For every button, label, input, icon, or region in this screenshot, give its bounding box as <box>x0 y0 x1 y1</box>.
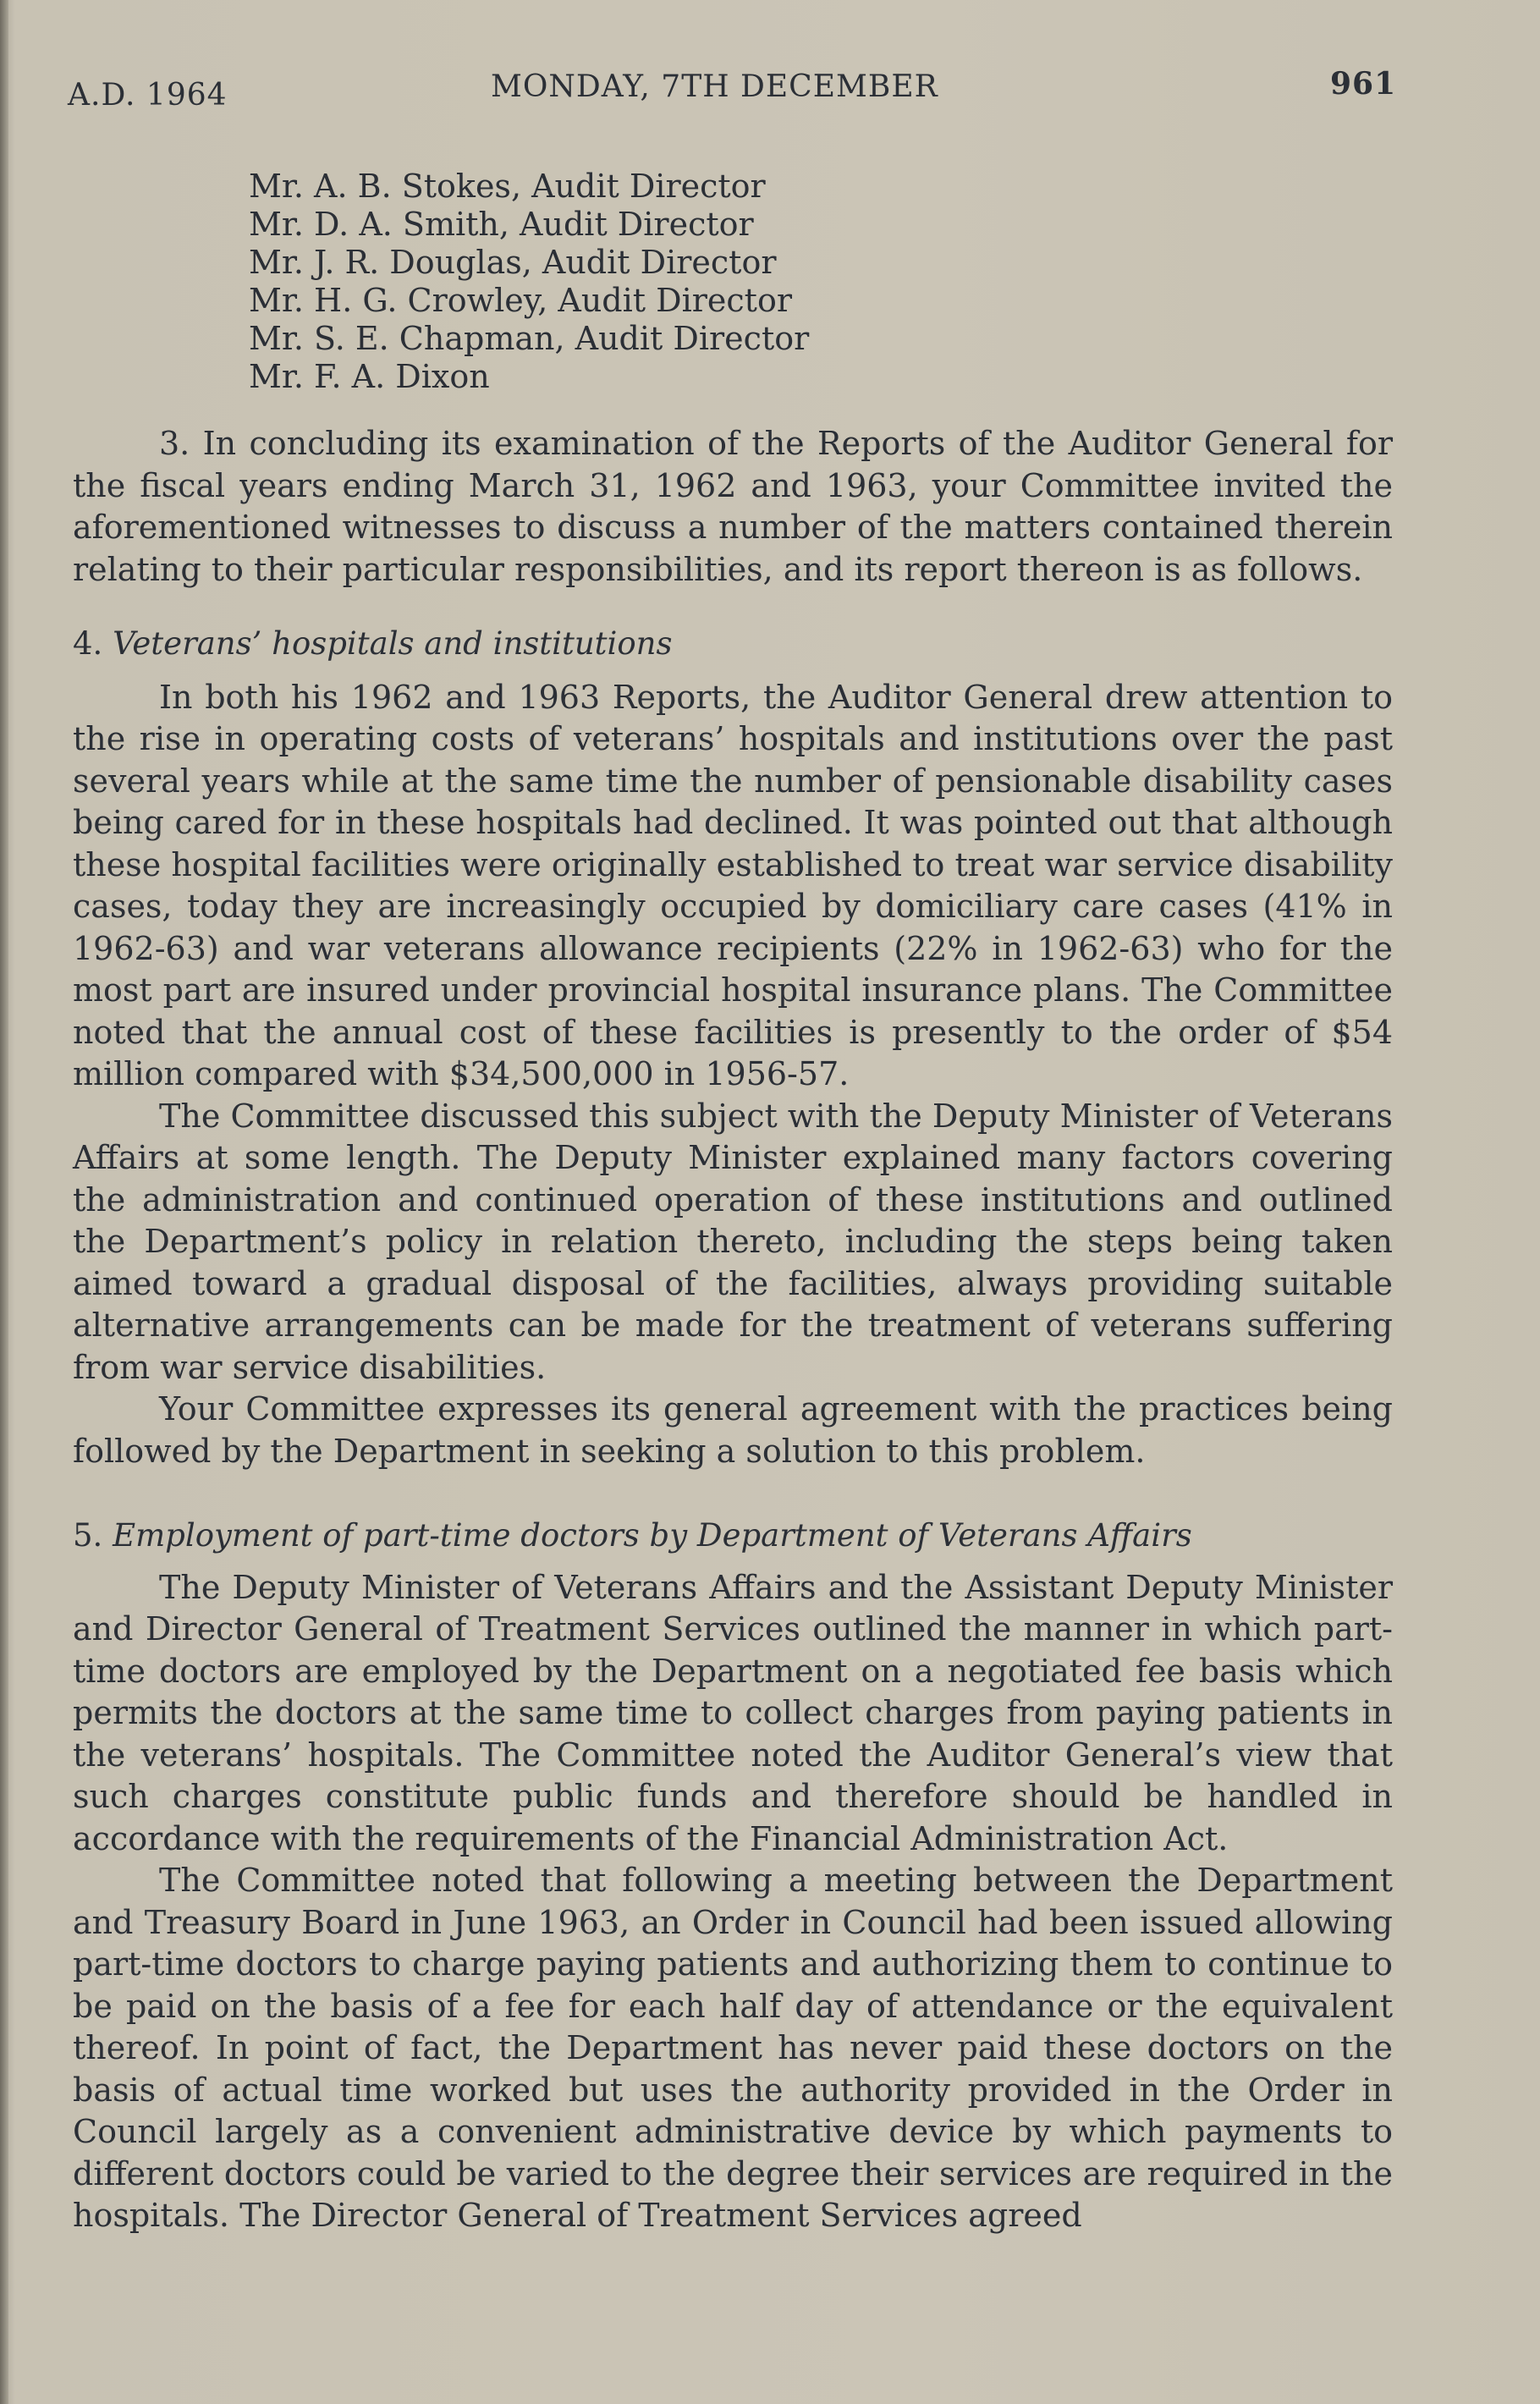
section-5-number: 5. <box>73 1517 103 1554</box>
section-5-paragraph-2: The Committee noted that following a meeting between the Department and Treasury Board in June 1963, an Order in Council had been issued allowing part-time doctors to charge paying patients and authorizing them to continue to be paid on the basis of a fee for each half day of attendance or the equivalent thereof. In point of fact, the Department has never paid these doctors on the basis of actual time worked but uses the authority provided in the Order in Council largely as a convenient administrative device by which payments to different doctors could be varied to the degree their services are required in the hospitals. The Director General of Treatment Services agreed <box>73 1862 1393 2234</box>
section-4-title: Veterans’ hospitals and institutions <box>113 625 673 662</box>
section-3-paragraph: 3. In concluding its examination of the Reports of the Auditor General for the fiscal years ending March 31, 1962 and 1963, your Committee invited the aforementioned witnesses to discuss a number of the matters contained therein relating to their particular responsibilities, and its report thereon is as follows. <box>73 425 1393 588</box>
section-5 <box>73 1515 1393 2237</box>
section-4-paragraph-2: The Committee discussed this subject with the Deputy Minister of Veterans Affairs at some length. The Deputy Minister explained many factors covering the administration and continued operation of these institutions and outlined the Department’s policy in relation thereto, including the steps being taken aimed toward a gradual disposal of the facilities, always providing suitable alternative arrangements can be made for the treatment of veterans suffering from war service disabilities. <box>73 1097 1393 1386</box>
section-5-paragraph-1: The Deputy Minister of Veterans Affairs and the Assistant Deputy Minister and Director General of Treatment Services outlined the manner in which part-time doctors are employed by the Department on a negotiated fee basis which permits the doctors at the same time to collect charges from paying patients in the veterans’ hospitals. The Committee noted the Auditor General’s view that such charges constitute public funds and therefore should be handled in accordance with the requirements of the Financial Administration Act. <box>73 1568 1393 1857</box>
section-4-paragraph-1: In both his 1962 and 1963 Reports, the Auditor General drew attention to the rise in operating costs of veterans’ hospitals and institutions over the past several years while at the same time the number of pensionable disability cases being cared for in these hospitals had declined. It was pointed out that although these hospital facilities were originally established to treat war service disability cases, today they are increasingly occupied by domiciliary care cases (41% in 1962-63) and war veterans allowance recipients (22% in 1962-63) who for the most part are insured under provincial hospital insurance plans. The Committee noted that the annual cost of these facilities is presently to the order of $54 million compared with $34,500,000 in 1956-57. <box>73 678 1393 1092</box>
section-3 <box>73 423 1393 591</box>
witness-item: Mr. D. A. Smith, Audit Director <box>249 206 754 243</box>
section-4-paragraph-3: Your Committee expresses its general agreement with the practices being followed by the Department in seeking a solution to this problem. <box>73 1390 1393 1470</box>
section-4-number: 4. <box>73 625 103 662</box>
witness-item: Mr. S. E. Chapman, Audit Director <box>249 320 810 357</box>
header-year: A.D. 1964 <box>68 78 228 113</box>
section-5-title: Employment of part-time doctors by Department of Veterans Affairs <box>113 1517 1192 1554</box>
witness-item: Mr. A. B. Stokes, Audit Director <box>249 168 766 205</box>
running-header <box>68 66 1397 113</box>
section-4-heading <box>73 623 1393 665</box>
section-5-heading <box>73 1515 1393 1557</box>
witness-item: Mr. F. A. Dixon <box>249 358 490 395</box>
witness-item: Mr. H. G. Crowley, Audit Director <box>249 282 792 319</box>
section-4 <box>73 623 1393 1472</box>
witness-item: Mr. J. R. Douglas, Audit Director <box>249 244 777 281</box>
witness-list <box>249 168 809 396</box>
page-number: 961 <box>1330 66 1397 102</box>
header-date: MONDAY, 7TH DECEMBER <box>491 69 938 104</box>
